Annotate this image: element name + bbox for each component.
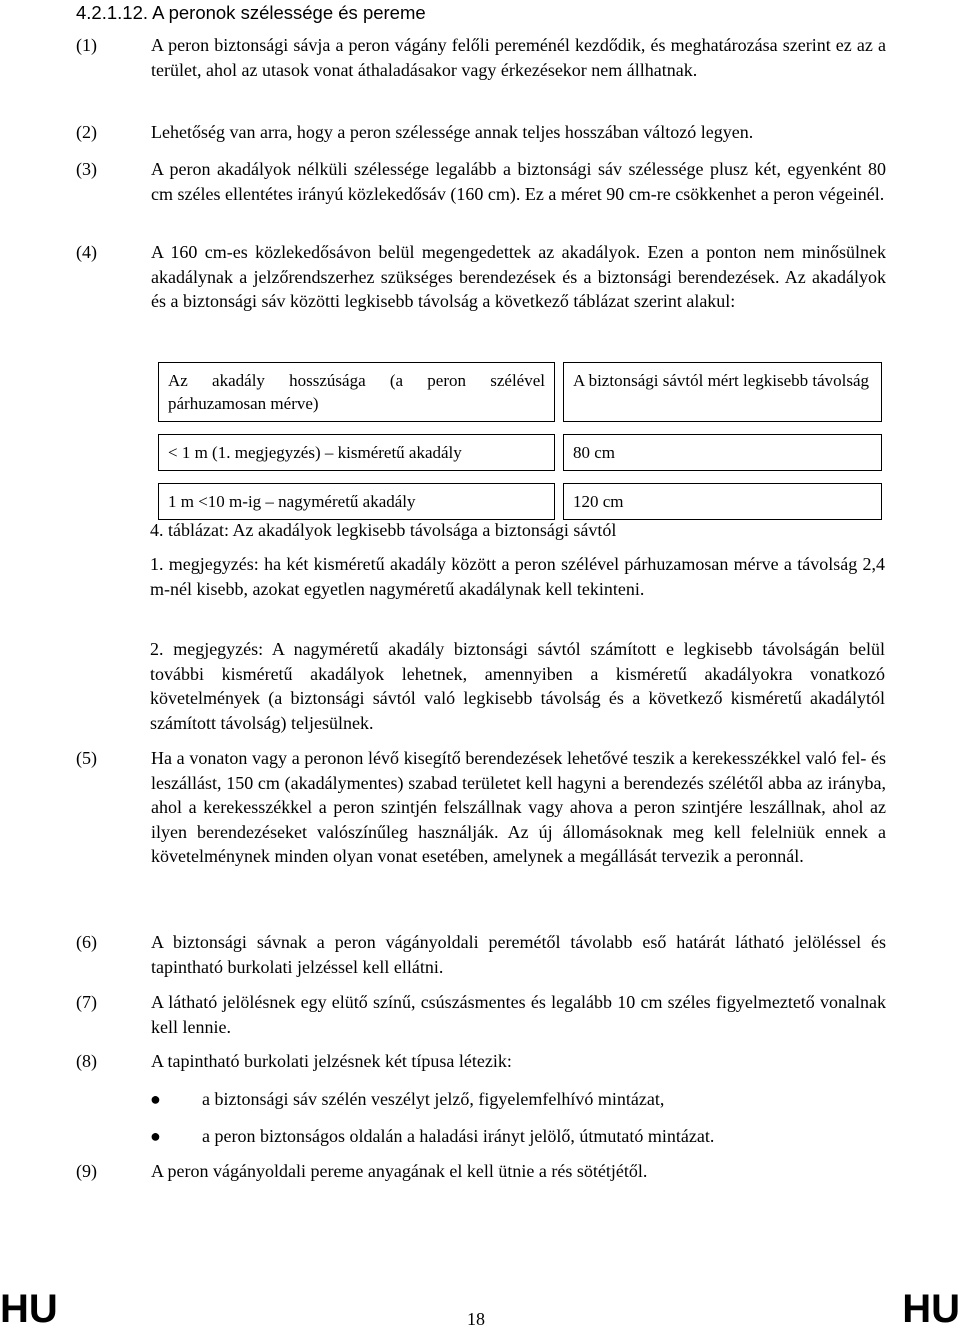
paragraph-1 [76, 33, 886, 82]
paragraph-number: (8) [76, 1051, 97, 1071]
paragraph-number: (2) [76, 122, 97, 142]
paragraph-text: A biztonsági sávnak a peron vágányoldali peremétől távolabb eső határát látható jelöléssel és tapintható burkolati jelzéssel kell ellátni. [151, 932, 886, 977]
table-cell: 1 m <10 m-ig – nagyméretű akadály [158, 483, 555, 520]
table-row [158, 434, 882, 471]
table-header-cell: Az akadály hosszúsága (a peron szélével párhuzamosan mérve) [158, 362, 555, 422]
section-heading: 4.2.1.12. A peronok szélessége és pereme [76, 2, 426, 23]
bullet-item [150, 1087, 885, 1112]
bullet-icon: ● [150, 1126, 161, 1146]
paragraph-9 [76, 1159, 886, 1184]
table-caption: 4. táblázat: Az akadályok legkisebb távolsága a biztonsági sávtól [150, 520, 617, 540]
table-header-row [158, 362, 882, 422]
paragraph-text: Lehetőség van arra, hogy a peron szélessége annak teljes hosszában változó legyen. [151, 122, 754, 142]
paragraph-number: (9) [76, 1161, 97, 1181]
paragraph-text: A tapintható burkolati jelzésnek két típusa létezik: [151, 1051, 512, 1071]
paragraph-text: A látható jelölésnek egy elütő színű, csúszásmentes és legalább 10 cm széles figyelmeztető vonalnak kell lennie. [151, 992, 886, 1037]
paragraph-2 [76, 120, 886, 145]
paragraph-3 [76, 157, 886, 206]
paragraph-text: A peron vágányoldali pereme anyagának el kell ütnie a rés sötétjétől. [151, 1161, 648, 1181]
table-cell: 80 cm [563, 434, 882, 471]
bullet-item [150, 1124, 885, 1149]
paragraph-text: A peron biztonsági sávja a peron vágány felőli pereménél kezdődik, és meghatározása szerint ez az a terület, ahol az utasok vonat áthaladásakor vagy érkezésekor nem állhatnak. [151, 35, 886, 80]
paragraph-number: (5) [76, 748, 97, 768]
paragraph-number: (6) [76, 932, 97, 952]
footer-language-left: HU [0, 1287, 58, 1331]
paragraph-7 [76, 990, 886, 1039]
footer-language-right: HU [902, 1287, 960, 1331]
paragraph-6 [76, 930, 886, 979]
table-header-cell: A biztonsági sávtól mért legkisebb távolság [563, 362, 882, 422]
paragraph-5 [76, 746, 886, 869]
page-number: 18 [467, 1309, 485, 1329]
paragraph-text: Ha a vonaton vagy a peronon lévő kisegítő berendezések lehetővé teszik a kerekesszékkel való fel- és leszállást, 150 cm (akadálymentes) szabad területet kell hagyni a berendezés szélétől abba az irányba, ahol a kerekesszékkel a peron szintjén felszállnak vagy ahova a peron szintjére leszállnak, ahol az ilyen berendezéseket valószínűleg használják. Az új állomásoknak meg kell felelniük ennek a követelménynek minden olyan vonat esetében, amelynek a megállását tervezik a peronnál. [151, 748, 886, 866]
table-row [158, 483, 882, 520]
obstacle-distance-table [150, 350, 890, 532]
table-cell: 120 cm [563, 483, 882, 520]
note-2: 2. megjegyzés: A nagyméretű akadály biztonsági sávtól számított e legkisebb távolságán belül további kisméretű akadályok lehetnek, amennyiben a kisméretű akadályokra vonatkozó követelmények (a biztonsági sávtól való legkisebb távolság és a következő kisméretű akadálytól számított távolság) teljesülnek. [150, 639, 885, 733]
bullet-text: a peron biztonságos oldalán a haladási irányt jelölő, útmutató mintázat. [202, 1126, 715, 1146]
paragraph-text: A peron akadályok nélküli szélessége legalább a biztonsági sáv szélessége plusz két, egyenként 80 cm széles ellentétes irányú közlekedősáv (160 cm). Ez a méret 90 cm-re csökkenhet a peron végeinél. [151, 159, 886, 204]
paragraph-number: (3) [76, 159, 97, 179]
paragraph-number: (7) [76, 992, 97, 1012]
paragraph-4 [76, 240, 886, 314]
table-cell: < 1 m (1. megjegyzés) – kisméretű akadály [158, 434, 555, 471]
note-1: 1. megjegyzés: ha két kisméretű akadály között a peron szélével párhuzamosan mérve a távolság 2,4 m-nél kisebb, azokat egyetlen nagyméretű akadálynak kell tekinteni. [150, 554, 885, 599]
paragraph-8 [76, 1049, 886, 1074]
bullet-text: a biztonsági sáv szélén veszélyt jelző, figyelemfelhívó mintázat, [202, 1089, 665, 1109]
paragraph-text: A 160 cm-es közlekedősávon belül megengedettek az akadályok. Ezen a ponton nem minősülnek akadálynak a jelzőrendszerhez szükséges berendezések és a biztonsági berendezések. Az akadályok és a biztonsági sáv közötti legkisebb távolság a következő táblázat szerint alakul: [151, 242, 886, 311]
bullet-icon: ● [150, 1089, 161, 1109]
paragraph-number: (4) [76, 242, 97, 262]
paragraph-number: (1) [76, 35, 97, 55]
